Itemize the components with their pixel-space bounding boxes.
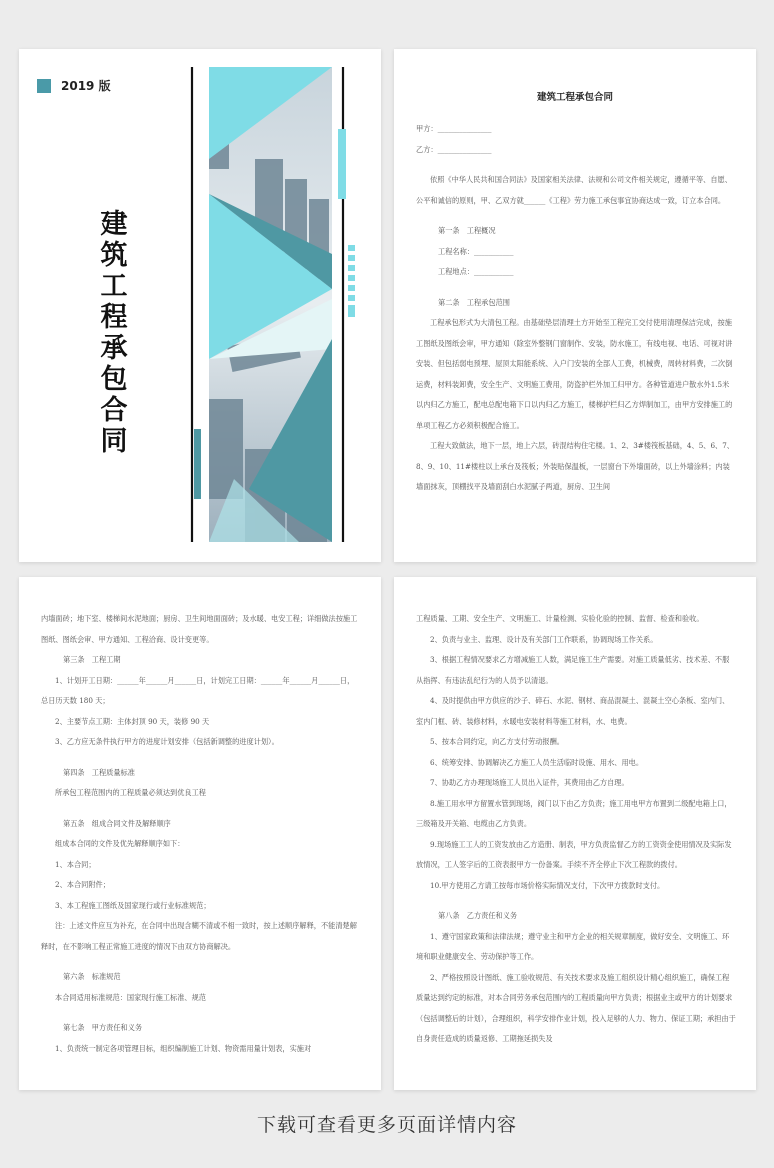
page3-body	[41, 609, 361, 1059]
list-item: 6、统筹安排、协调解决乙方施工人员生活临时设施、用水、用电。	[430, 757, 644, 767]
schedule-line-2: 2、主要节点工期：主体封顶 90 天，装修 90 天	[55, 716, 210, 726]
standards-line: 本合同适用标准规范：国家现行施工标准、规范	[55, 992, 206, 1002]
scope-paragraph: 工程承包形式为大清包工程。由基础垫层清理土方开始至工程完工交付使用清理保洁完成，按施工图纸及图纸会审，甲方通知（除室外整钢门窗制作、安装，防水施工，有线电视、电话、可视对讲安装、但包括弱电预埋、屋顶太阳能系统、入户门安装的全部人工费，机械费，周转材料费，二次倒运费，材料装卸费，安全生产、文明施工费用，防盗护栏外加工归甲方。各种管道进户散水外1.5米以内归乙方施工，配电总配电箱下口以内归乙方施工，楼梯护栏归乙方焊制加工，由甲方安排施工的单项工程乙方必须积极配合施工。	[416, 318, 733, 430]
method-paragraph: 工程大致做法，地下一层，地上六层，砖混结构住宅楼。1、2、3#楼筏板基础，4、5、6、7、8、9、10、11#楼柱以上承台及筏板；外装贴保温板，一层窗台下外墙面砖，以上外墙涂料；内装墙面抹灰，顶棚找平及墙面刮白水泥腻子两道，厨房、卫生间	[416, 441, 734, 491]
list-item: 1、遵守国家政策和法律法规；遵守业主和甲方企业的相关规章制度，做好安全、文明施工、环境和职业健康安全、劳动保护等工作。	[416, 931, 730, 961]
list-item: 10.甲方使用乙方请工按每市场价格实际情况支付，下次甲方拨款时支付。	[430, 880, 665, 890]
list-item: 2、本合同附件；	[55, 880, 110, 889]
cover-page	[19, 49, 381, 562]
quality-line: 所承包工程范围内的工程质量必须达到优良工程	[55, 788, 206, 797]
list-item: 1、本合同；	[55, 859, 96, 869]
article-6-heading: 第六条 标准规范	[63, 972, 121, 981]
list-item: 9.现场施工工人的工资发放由乙方造册、制表，甲方负责监督乙方的工资资金使用情况及实际发放情况，工人签字后的工资表报甲方一份备案。手续不齐全停止下次工程款的拨付。	[416, 839, 732, 869]
party-b-line: 乙方：_______________	[416, 144, 492, 154]
preamble: 依照《中华人民共和国合同法》及国家相关法律、法规和公司文件相关规定，遵循平等、自愿、公平和诚信的原则，甲、乙双方就______《工程》劳力施工承包事宜协商达成一致，订立本合同。	[416, 175, 732, 205]
paragraph: 内墙面砖；地下室、楼梯间水泥地面；厨房、卫生间地面面砖；及水暖、电安工程；详细做法按施工图纸、图纸会审、甲方通知、工程洽商、设计变更等。	[41, 614, 358, 644]
list-item: 3、本工程施工图纸及国家现行或行业标准规范；	[55, 900, 211, 910]
page4-body	[416, 609, 736, 1050]
article-8-heading: 第八条 乙方责任和义务	[438, 911, 518, 920]
note-paragraph: 注：上述文件应互为补充，在合同中出现含糊不清或不相一致时，按上述顺序解释，不能清楚解释时，在不影响工程正常施工进度的情况下由双方协商解决。	[41, 921, 357, 951]
list-item: 2、严格按照设计图纸、施工验收规范、有关技术要求及施工组织设计精心组织施工，确保工程质量达到约定的标准，对本合同劳务承包范围内的工程质量向甲方负责；根据业主或甲方的计划要求（包括调整后的计划），合理组织，科学安排作业计划，投入足够的人力、物力、保证工期；承担由于自身责任造成的质量返修、工期拖延损失及	[416, 972, 736, 1043]
schedule-line-3: 3、乙方应无条件执行甲方的进度计划安排（包括新调整的进度计划）。	[55, 737, 279, 746]
list-item: 7、协助乙方办理现场施工人员出入证件，其费用由乙方自理。	[430, 778, 629, 787]
edition-square-icon	[37, 79, 51, 93]
download-more-prompt[interactable]: 下载可查看更多页面详情内容	[256, 1114, 517, 1136]
project-name-line: 工程名称：___________	[438, 246, 514, 256]
document-page-2	[394, 49, 756, 562]
article-3-heading: 第三条 工程工期	[63, 655, 121, 664]
edition-label	[37, 77, 111, 94]
edition-text: 2019 版	[61, 79, 111, 93]
document-page-4	[394, 577, 756, 1090]
cover-title: 建筑工程承包合同	[100, 209, 128, 457]
article-4-heading: 第四条 工程质量标准	[63, 767, 135, 777]
cover-artwork	[19, 49, 381, 562]
article-1-heading: 第一条 工程概况	[438, 226, 496, 235]
list-intro: 组成本合同的文件及优先解释顺序如下：	[55, 839, 185, 848]
duty-line: 1、负责统一制定各项管理目标，组织编制施工计划、物资需用量计划表，实施对	[55, 1043, 312, 1053]
project-location-line: 工程地点：___________	[438, 267, 514, 276]
article-2-heading: 第二条 工程承包范围	[438, 297, 510, 307]
article-7-heading: 第七条 甲方责任和义务	[63, 1023, 143, 1032]
list-item: 2、负责与业主、监理、设计及有关部门工作联系，协调现场工作关系。	[430, 634, 658, 644]
list-item: 3、根据工程情况要求乙方增减施工人数，满足施工生产需要。对施工质量低劣、技术差、不服从指挥、有违法乱纪行为的人员予以清退。	[416, 655, 730, 685]
page2-body	[416, 119, 736, 498]
document-page-3	[19, 577, 381, 1090]
list-item: 5、按本合同约定，向乙方支付劳动报酬。	[430, 737, 564, 746]
schedule-line-1: 1、计划开工日期：______年______月______日，计划完工日期：______年______月______日，总日历天数 180 天；	[41, 675, 355, 705]
paragraph: 工程质量、工期、安全生产、文明施工、计量检测、实验化验的控制、监督、检查和验收。	[416, 614, 704, 623]
list-item: 4、及时提供由甲方供应的沙子、碎石、水泥、钢材、商品混凝土、混凝土空心条板、室内门、室内门框、砖、装修材料，水暖电安装材料等施工材料，水、电费。	[416, 696, 730, 726]
article-5-heading: 第五条 组成合同文件及解释顺序	[63, 818, 171, 828]
list-item: 8.施工用水甲方留置水管到现场，阀门以下由乙方负责；施工用电甲方布置到二级配电箱上口，三级箱及开关箱、电缆由乙方负责。	[416, 798, 732, 828]
party-a-line: 甲方：_______________	[416, 124, 492, 133]
page-title: 建筑工程承包合同	[536, 92, 613, 103]
